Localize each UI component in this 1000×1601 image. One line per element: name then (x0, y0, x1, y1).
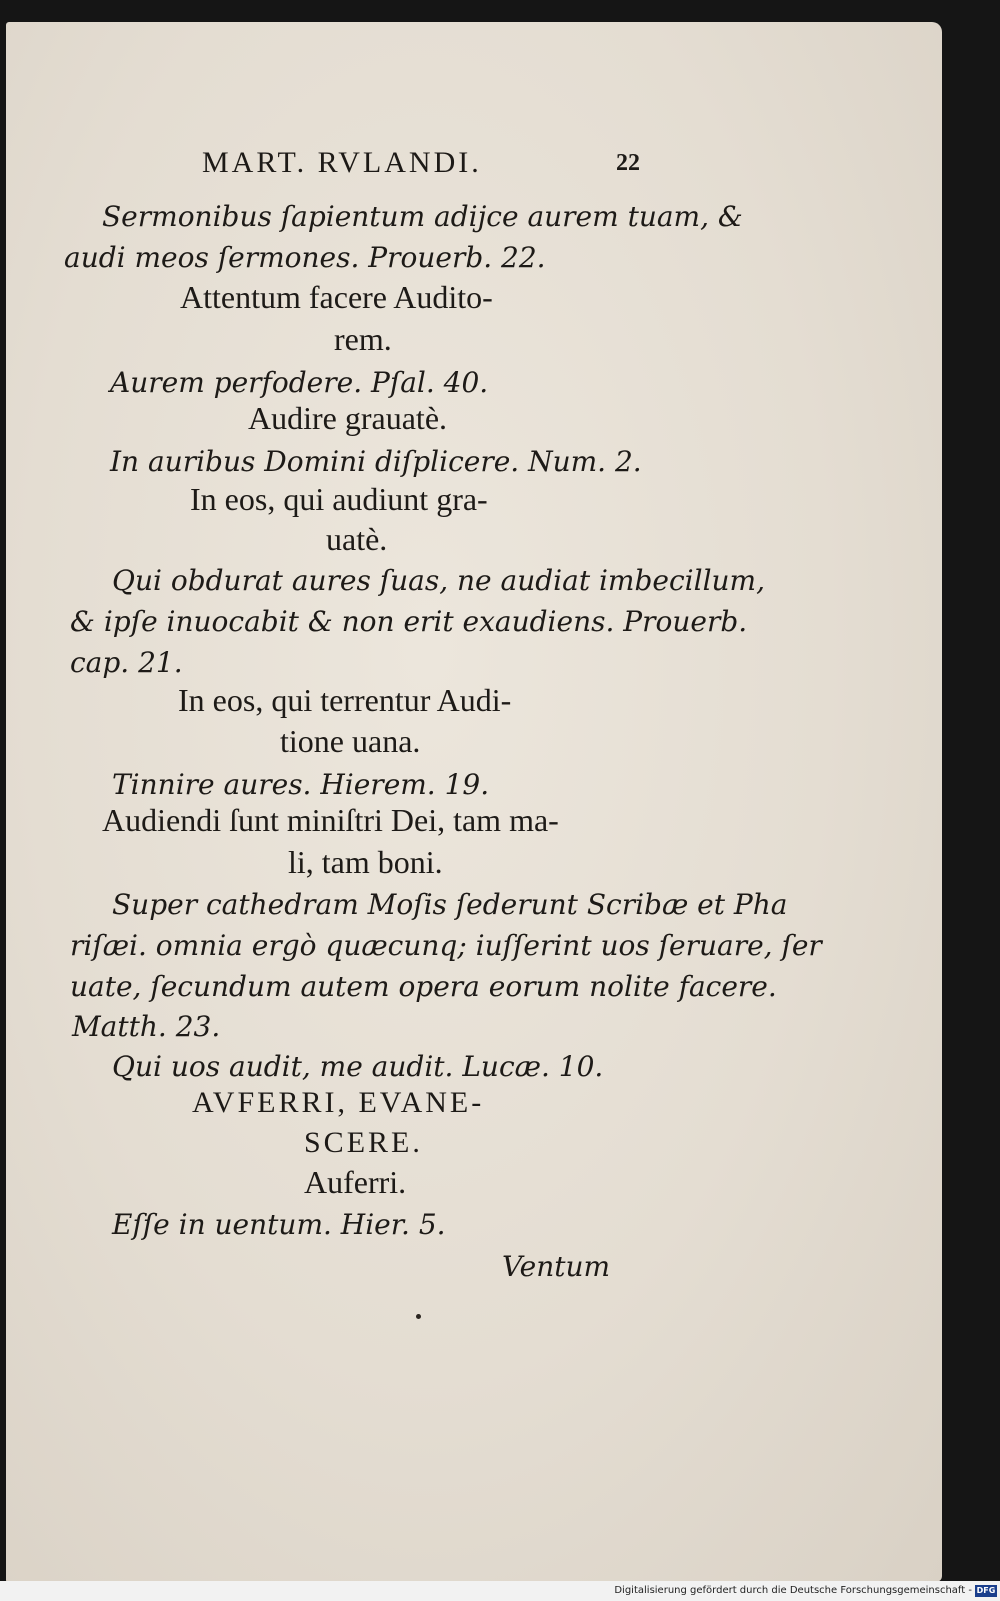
text-line: Qui uos audit, me audit. Lucæ. 10. (112, 1050, 604, 1083)
text-line: Matth. 23. (72, 1010, 221, 1043)
section-heading: li, tam boni. (288, 844, 443, 880)
text-line: uate, ſecundum autem opera eorum nolite facere. (70, 970, 777, 1003)
section-heading: Audire grauatè. (248, 400, 448, 436)
section-heading: rem. (334, 321, 392, 357)
section-title: AVFERRI, EVANE- (192, 1086, 485, 1119)
text-line: Eſſe in uentum. Hier. 5. (112, 1208, 446, 1241)
footer-credit: Digitalisierung gefördert durch die Deutsche Forschungsgemeinschaft - (614, 1585, 972, 1596)
text-line: cap. 21. (70, 646, 183, 679)
section-heading: In eos, qui terrentur Audi- (178, 682, 512, 718)
text-line: Qui obdurat aures ſuas, ne audiat imbecillum, (112, 564, 766, 597)
section-heading: Audiendi ſunt miniſtri Dei, tam ma- (102, 802, 559, 838)
section-heading: In eos, qui audiunt gra- (190, 481, 488, 517)
text-line: & ipſe inuocabit & non erit exaudiens. Prouerb. (70, 605, 748, 638)
section-heading: tione uana. (280, 723, 421, 759)
section-heading: Auferri. (304, 1164, 407, 1200)
dfg-logo: DFG (976, 1586, 996, 1595)
text-line: Tinnire aures. Hierem. 19. (112, 768, 490, 801)
section-title: SCERE. (304, 1126, 423, 1159)
section-heading: uatè. (326, 521, 388, 557)
page-number: 22 (616, 150, 640, 176)
section-heading: Attentum facere Audito- (180, 279, 493, 315)
digitization-footer (0, 1581, 1000, 1601)
text-line: audi meos ſermones. Prouerb. 22. (64, 241, 546, 274)
book-page (6, 22, 942, 1582)
text-line: Super cathedram Moſis ſederunt Scribæ et Pha (112, 888, 788, 921)
text-line: riſæi. omnia ergò quæcunq; iuſſerint uos ſeruare, ſer (70, 929, 822, 962)
ink-spot (416, 1314, 421, 1319)
running-title: MART. RVLANDI. (202, 146, 482, 179)
text-line: In auribus Domini diſplicere. Num. 2. (110, 445, 642, 478)
catchword: Ventum (502, 1250, 611, 1283)
text-line: Aurem perfodere. Pſal. 40. (110, 366, 489, 399)
text-line: Sermonibus ſapientum adijce aurem tuam, & (102, 200, 743, 233)
